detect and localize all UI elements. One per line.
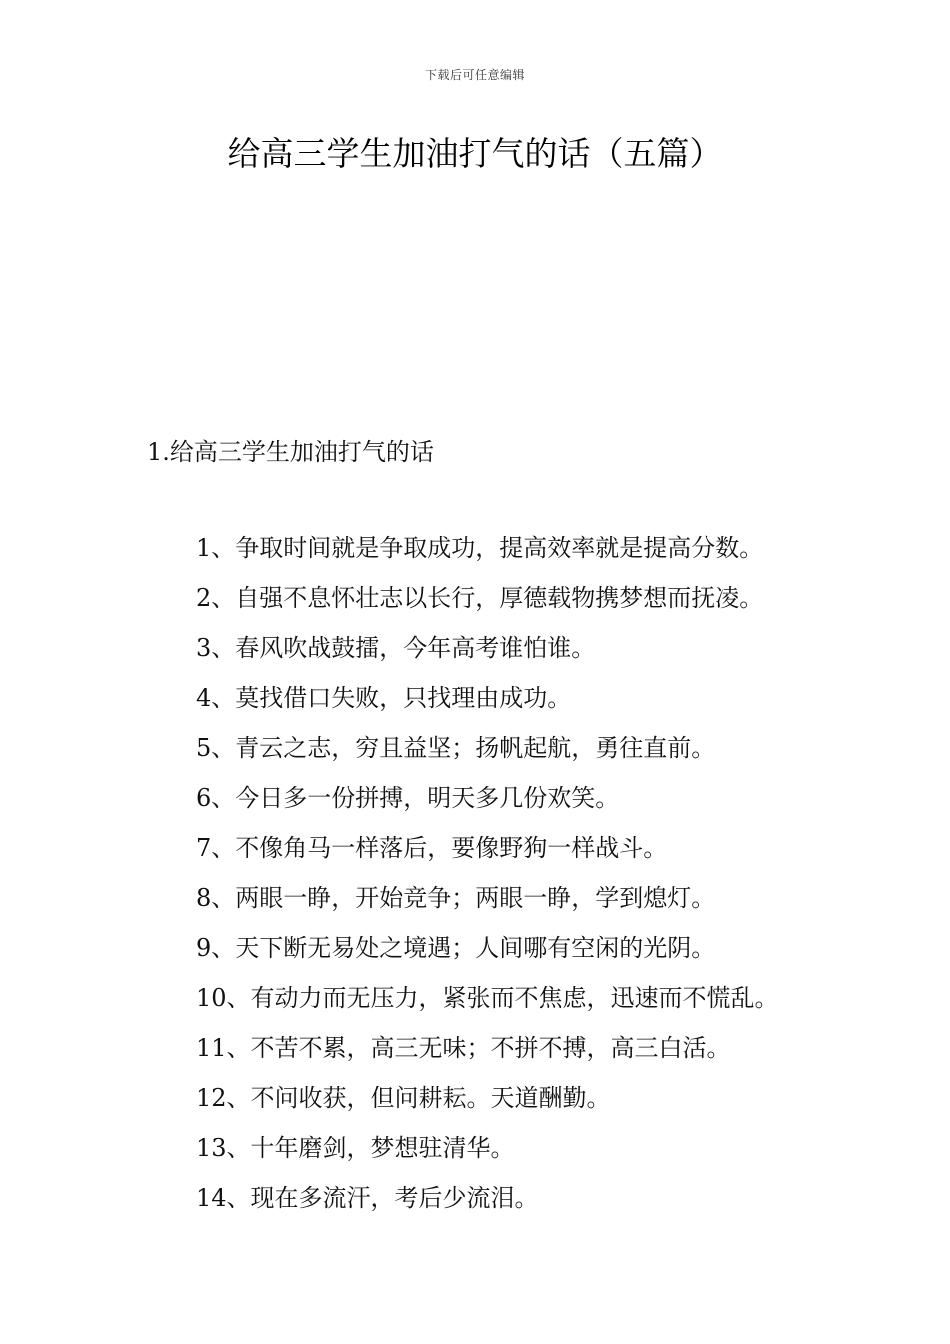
list-item: 12、不问收获，但问耕耘。天道酬勤。 [196,1084,611,1112]
quote-list [196,531,916,1231]
header-note: 下载后可任意编辑 [424,68,525,82]
section-heading: 1.给高三学生加油打气的话 [147,438,434,466]
list-item: 3、春风吹战鼓擂，今年高考谁怕谁。 [196,634,596,662]
list-item: 1、争取时间就是争取成功，提高效率就是提高分数。 [196,534,764,562]
list-item: 13、十年磨剑，梦想驻清华。 [196,1134,515,1162]
list-item: 4、莫找借口失败，只找理由成功。 [196,684,572,712]
list-item: 10、有动力而无压力，紧张而不焦虑，迅速而不慌乱。 [196,984,779,1012]
list-item: 14、现在多流汗，考后少流泪。 [196,1184,539,1212]
list-item: 9、天下断无易处之境遇；人间哪有空闲的光阴。 [196,934,716,962]
list-item: 2、自强不息怀壮志以长行，厚德载物携梦想而抚凌。 [196,584,764,612]
list-item: 7、不像角马一样落后，要像野狗一样战斗。 [196,834,668,862]
document-title: 给高三学生加油打气的话（五篇） [227,134,723,173]
list-item: 5、青云之志，穷且益坚；扬帆起航，勇往直前。 [196,734,716,762]
list-item: 8、两眼一睁，开始竞争；两眼一睁，学到熄灯。 [196,884,716,912]
list-item: 11、不苦不累，高三无味；不拼不搏，高三白活。 [196,1034,731,1062]
list-item: 6、今日多一份拼搏，明天多几份欢笑。 [196,784,620,812]
